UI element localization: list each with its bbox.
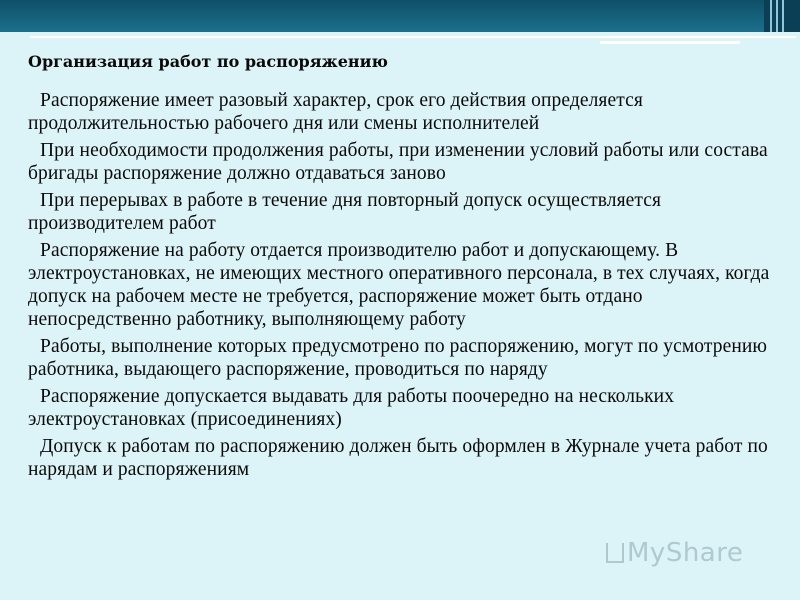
header-stripe: [776, 0, 778, 32]
paragraph-4: Распоряжение на работу отдается производителю работ и допускающему. В электроустановках, не имеющих местного оперативного персонала, в тех случаях, когда допуск на рабочем месте не требуется, распоряжение может быть отдано непосредственно работнику, выполняющему работу: [28, 240, 770, 330]
cart-icon: [606, 543, 624, 563]
slide-content: [28, 52, 788, 485]
paragraph-3: При перерывах в работе в течение дня повторный допуск осуществляется производителем работ: [28, 190, 662, 234]
slide-title: Организация работ по распоряжению: [28, 52, 388, 71]
paragraph-7: Допуск к работам по распоряжению должен быть оформлен в Журнале учета работ по нарядам и распоряжениям: [28, 436, 768, 480]
accent-line-short: [600, 41, 740, 44]
header-stripe: [770, 0, 772, 32]
paragraph-2: При необходимости продолжения работы, при изменении условий работы или состава бригады распоряжение должно отдаваться заново: [28, 140, 768, 184]
paragraph-5: Работы, выполнение которых предусмотрено по распоряжению, могут по усмотрению работника, выдающего распоряжение, проводиться по наряду: [28, 336, 768, 380]
watermark-logo: [606, 538, 743, 568]
header-stripe: [782, 0, 784, 32]
header-band-corner: [764, 0, 800, 32]
header-band: [0, 0, 800, 32]
paragraph-6: Распоряжение допускается выдавать для работы поочередно на нескольких электроустановках (присоединениях): [28, 386, 675, 430]
watermark-text: MyShare: [627, 538, 744, 568]
paragraph-1: Распоряжение имеет разовый характер, срок его действия определяется продолжительностью рабочего дня или смены исполнителей: [28, 90, 643, 134]
accent-line: [30, 36, 796, 38]
